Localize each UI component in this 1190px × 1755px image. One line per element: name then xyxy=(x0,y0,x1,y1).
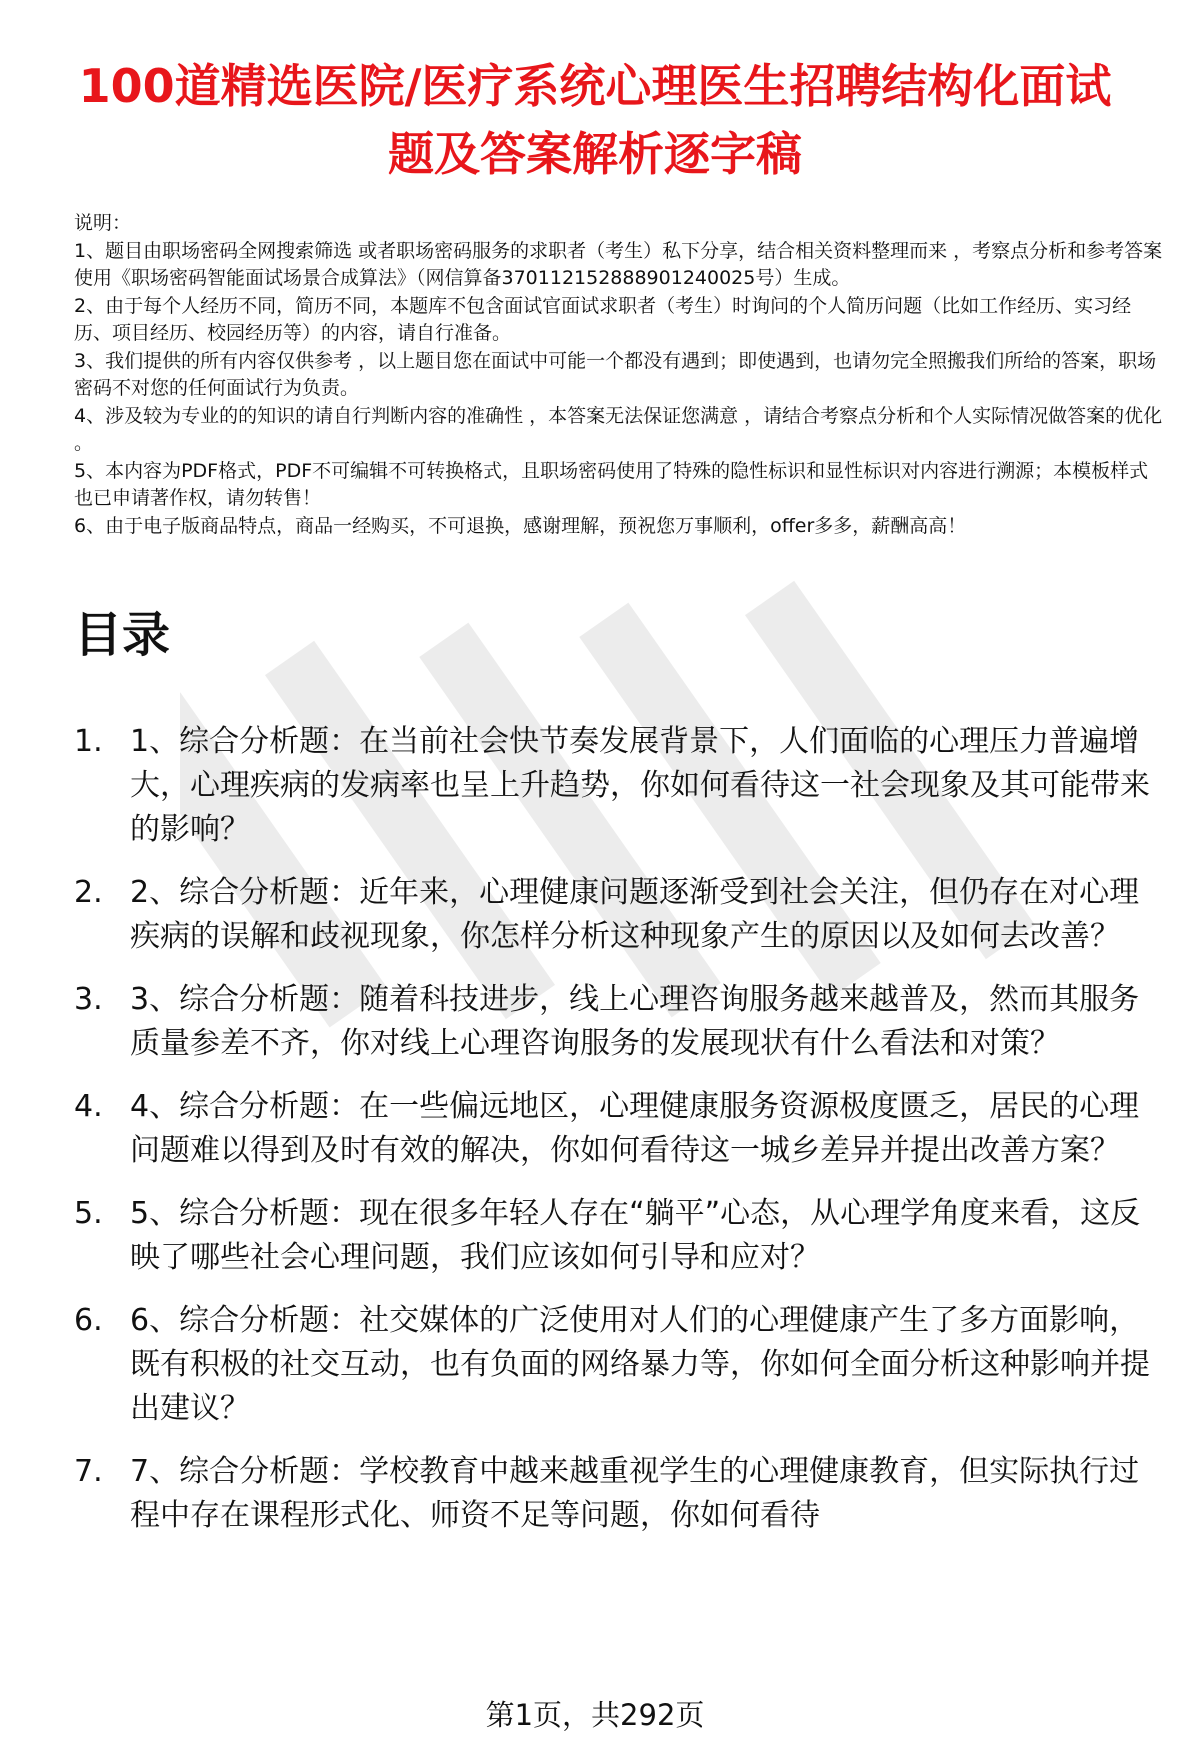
toc-item-number: 7. xyxy=(74,1454,103,1489)
toc-item-text[interactable]: 7、综合分析题：学校教育中越来越重视学生的心理健康教育，但实际执行过程中存在课程形式化、师资不足等问题，你如何看待 xyxy=(130,1454,1140,1533)
document-title: 100道精选医院/医疗系统心理医生招聘结构化面试题及答案解析逐字稿 xyxy=(78,59,1112,181)
notes-heading: 说明： xyxy=(74,212,132,234)
toc-item[interactable] xyxy=(74,1192,1174,1280)
toc-item-text[interactable]: 2、综合分析题：近年来，心理健康问题逐渐受到社会关注，但仍存在对心理疾病的误解和歧视现象，你怎样分析这种现象产生的原因以及如何去改善？ xyxy=(130,875,1140,954)
notes-item: 2、由于每个人经历不同，简历不同，本题库不包含面试官面试求职者（考生）时询问的个人简历问题（比如工作经历、实习经历、项目经历、校园经历等）的内容，请自行准备。 xyxy=(74,294,1132,344)
toc-item-number: 6. xyxy=(74,1303,103,1338)
toc-item[interactable] xyxy=(74,1299,1174,1431)
toc-item-text[interactable]: 4、综合分析题：在一些偏远地区，心理健康服务资源极度匮乏，居民的心理问题难以得到及时有效的解决，你如何看待这一城乡差异并提出改善方案？ xyxy=(130,1089,1140,1168)
notes-section xyxy=(74,210,1164,540)
toc-item[interactable] xyxy=(74,720,1174,852)
toc-list xyxy=(74,720,1174,1557)
toc-item[interactable] xyxy=(74,978,1174,1066)
toc-item[interactable] xyxy=(74,1085,1174,1173)
toc-item-text[interactable]: 5、综合分析题：现在很多年轻人存在“躺平”心态，从心理学角度来看，这反映了哪些社会心理问题，我们应该如何引导和应对？ xyxy=(130,1196,1141,1275)
toc-item[interactable] xyxy=(74,871,1174,959)
page-number-footer: 第1页，共292页 xyxy=(485,1698,705,1732)
toc-item-number: 1. xyxy=(74,724,103,759)
notes-item: 1、题目由职场密码全网搜索筛选 或者职场密码服务的求职者（考生）私下分享，结合相关资料整理而来 ，考察点分析和参考答案使用《职场密码智能面试场景合成算法》（网信算备370112152888901240025号）生成。 xyxy=(74,239,1163,289)
toc-item-text[interactable]: 6、综合分析题：社交媒体的广泛使用对人们的心理健康产生了多方面影响，既有积极的社交互动，也有负面的网络暴力等，你如何全面分析这种影响并提出建议？ xyxy=(130,1303,1150,1426)
toc-item-number: 5. xyxy=(74,1196,103,1231)
toc-item[interactable] xyxy=(74,1450,1174,1538)
toc-item-number: 3. xyxy=(74,982,103,1017)
notes-item: 5、本内容为PDF格式，PDF不可编辑不可转换格式，且职场密码使用了特殊的隐性标识和显性标识对内容进行溯源；本模板样式也已申请著作权，请勿转售！ xyxy=(74,459,1149,509)
notes-item: 4、涉及较为专业的的知识的请自行判断内容的准确性 ，本答案无法保证您满意 ，请结合考察点分析和个人实际情况做答案的优化 。 xyxy=(74,404,1163,454)
toc-heading: 目录 xyxy=(74,607,171,663)
toc-item-number: 2. xyxy=(74,875,103,910)
notes-item: 3、我们提供的所有内容仅供参考 ，以上题目您在面试中可能一个都没有遇到；即使遇到，也请勿完全照搬我们所给的答案，职场密码不对您的任何面试行为负责。 xyxy=(74,349,1157,399)
toc-item-number: 4. xyxy=(74,1089,103,1124)
toc-item-text[interactable]: 3、综合分析题：随着科技进步，线上心理咨询服务越来越普及，然而其服务质量参差不齐，你对线上心理咨询服务的发展现状有什么看法和对策？ xyxy=(130,982,1140,1061)
toc-item-text[interactable]: 1、综合分析题：在当前社会快节奏发展背景下，人们面临的心理压力普遍增大，心理疾病的发病率也呈上升趋势，你如何看待这一社会现象及其可能带来的影响？ xyxy=(130,724,1150,847)
notes-item: 6、由于电子版商品特点，商品一经购买，不可退换，感谢理解，预祝您万事顺利，offer多多，薪酬高高！ xyxy=(74,514,967,537)
